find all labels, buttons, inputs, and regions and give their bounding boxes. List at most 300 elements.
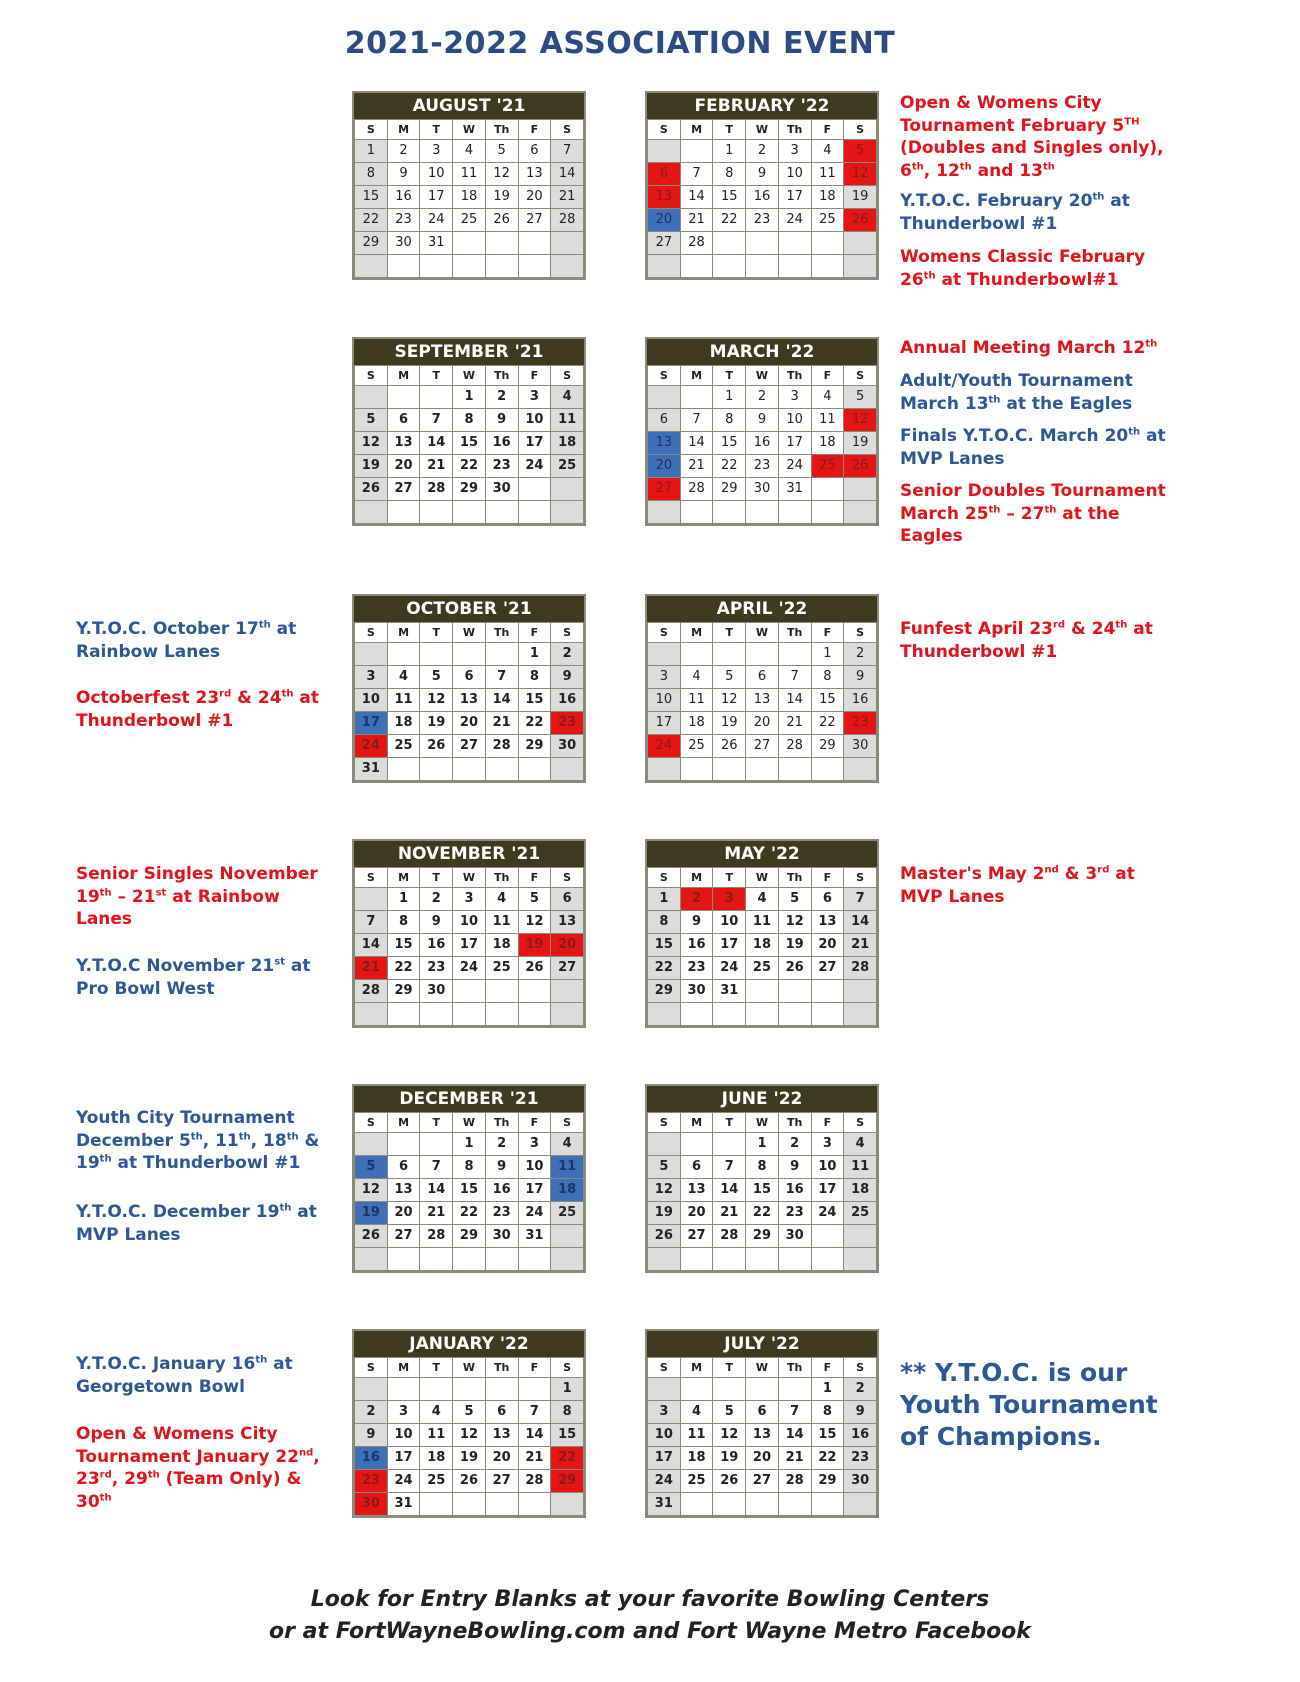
note-line: Y.T.O.C. January 16th at: [76, 1354, 293, 1374]
calendar-day: 8: [518, 666, 551, 689]
calendar-september-21: [352, 337, 586, 526]
calendar-day: 1: [811, 1378, 844, 1401]
calendar-day: 17: [518, 1179, 551, 1202]
calendar-day: 12: [778, 911, 811, 934]
weekday-label: M: [387, 868, 420, 888]
calendar-empty-cell: [680, 758, 713, 781]
calendar-day: 27: [811, 957, 844, 980]
calendar-day: 5: [648, 1156, 681, 1179]
calendar-day: 11: [811, 409, 844, 432]
calendar-empty-cell: [518, 1378, 551, 1401]
calendar-empty-cell: [811, 255, 844, 278]
calendar-day: 13: [453, 689, 486, 712]
calendar-day: 8: [453, 1156, 486, 1179]
calendar-empty-cell: [453, 758, 486, 781]
calendar-day: 6: [551, 888, 584, 911]
calendar-day: 17: [387, 1447, 420, 1470]
calendar-day: 11: [453, 163, 486, 186]
calendar-day: 17: [648, 712, 681, 735]
calendar-day: 26: [485, 209, 518, 232]
note-ytoc-oct: [76, 618, 296, 663]
calendar-day: 25: [420, 1470, 453, 1493]
calendar-empty-cell: [746, 501, 779, 524]
calendar-day: 24: [648, 735, 681, 758]
calendar-empty-cell: [387, 1378, 420, 1401]
note-line: Annual Meeting March 12th: [900, 338, 1158, 358]
weekday-label: M: [680, 1113, 713, 1133]
calendar-day: 22: [811, 1447, 844, 1470]
calendar-day: 8: [648, 911, 681, 934]
calendar-day: 18: [844, 1179, 877, 1202]
calendar-day: 7: [420, 1156, 453, 1179]
note-line: Senior Doubles Tournament: [900, 481, 1166, 501]
calendar-empty-cell: [387, 1248, 420, 1271]
calendar-day: 26: [355, 478, 388, 501]
calendar-may-22: [645, 839, 879, 1028]
weekday-label: T: [713, 623, 746, 643]
footer-line-1: Look for Entry Blanks at your favorite Bowling Centers: [310, 1587, 990, 1612]
calendar-empty-cell: [551, 1003, 584, 1026]
calendar-empty-cell: [648, 501, 681, 524]
calendar-day: 1: [453, 1133, 486, 1156]
calendar-empty-cell: [844, 1225, 877, 1248]
calendar-empty-cell: [811, 1493, 844, 1516]
calendar-day: 9: [387, 163, 420, 186]
calendar-day: 15: [713, 432, 746, 455]
weekday-label: W: [453, 1113, 486, 1133]
calendar-day: 28: [485, 735, 518, 758]
calendar-day: 4: [453, 140, 486, 163]
weekday-label: Th: [778, 623, 811, 643]
calendar-day: 6: [648, 163, 681, 186]
calendar-day: 25: [746, 957, 779, 980]
footer-line-2: or at FortWayneBowling.com and Fort Wayne Metro Facebook: [269, 1619, 1031, 1644]
calendar-empty-cell: [713, 232, 746, 255]
calendar-day: 20: [746, 1447, 779, 1470]
calendar-day: 23: [746, 209, 779, 232]
calendar-day: 7: [778, 1401, 811, 1424]
calendar-day: 2: [680, 888, 713, 911]
calendar-empty-cell: [485, 758, 518, 781]
calendar-empty-cell: [355, 1248, 388, 1271]
calendar-day: 21: [551, 186, 584, 209]
calendar-empty-cell: [387, 1003, 420, 1026]
calendar-empty-cell: [387, 386, 420, 409]
calendar-empty-cell: [551, 1248, 584, 1271]
calendar-day: 27: [746, 1470, 779, 1493]
weekday-label: S: [648, 1358, 681, 1378]
calendar-day: 16: [746, 186, 779, 209]
weekday-label: Th: [485, 623, 518, 643]
note-line: December 5th, 11th, 18th &: [76, 1130, 320, 1151]
calendar-empty-cell: [680, 255, 713, 278]
calendar-february-22: [645, 91, 879, 280]
calendar-month-title: JANUARY '22: [354, 1331, 584, 1357]
weekday-label: S: [844, 1358, 877, 1378]
weekday-label: S: [355, 868, 388, 888]
calendar-day: 16: [485, 432, 518, 455]
calendar-day: 7: [485, 666, 518, 689]
calendar-day: 26: [355, 1225, 388, 1248]
calendar-day: 9: [551, 666, 584, 689]
calendar-day: 21: [355, 957, 388, 980]
calendar-day: 17: [420, 186, 453, 209]
calendar-day: 24: [648, 1470, 681, 1493]
calendar-day: 3: [713, 888, 746, 911]
calendar-empty-cell: [648, 140, 681, 163]
note-line: Pro Bowl West: [76, 978, 215, 999]
calendar-day: 12: [648, 1179, 681, 1202]
calendar-empty-cell: [551, 232, 584, 255]
note-line: Adult/Youth Tournament: [900, 371, 1133, 391]
calendar-day: 23: [778, 1202, 811, 1225]
note-line: Youth Tournament: [900, 1390, 1158, 1419]
calendar-day: 15: [648, 934, 681, 957]
calendar-empty-cell: [844, 478, 877, 501]
calendar-day: 5: [355, 409, 388, 432]
calendar-empty-cell: [453, 1248, 486, 1271]
calendar-day: 19: [713, 1447, 746, 1470]
calendar-day: 10: [778, 409, 811, 432]
weekday-label: F: [811, 120, 844, 140]
calendar-day: 10: [518, 409, 551, 432]
note-annual-meeting: [900, 337, 1157, 360]
calendar-day: 25: [680, 1470, 713, 1493]
weekday-label: W: [453, 868, 486, 888]
weekday-label: M: [680, 623, 713, 643]
calendar-empty-cell: [778, 255, 811, 278]
calendar-empty-cell: [648, 255, 681, 278]
calendar-day: 13: [648, 432, 681, 455]
calendar-day: 21: [680, 209, 713, 232]
calendar-day: 2: [355, 1401, 388, 1424]
calendar-day: 15: [518, 689, 551, 712]
weekday-label: M: [387, 1358, 420, 1378]
calendar-empty-cell: [355, 501, 388, 524]
calendar-empty-cell: [387, 758, 420, 781]
weekday-label: T: [713, 120, 746, 140]
note-line: Thunderbowl #1: [900, 213, 1058, 234]
calendar-day: 30: [551, 735, 584, 758]
calendar-day: 30: [844, 735, 877, 758]
weekday-label: F: [811, 1113, 844, 1133]
weekday-label: T: [713, 868, 746, 888]
calendar-empty-cell: [518, 478, 551, 501]
note-line: Open & Womens City: [76, 1424, 278, 1444]
calendar-day: 27: [648, 232, 681, 255]
calendar-day: 9: [778, 1156, 811, 1179]
calendar-day: 14: [680, 432, 713, 455]
calendar-day: 5: [713, 666, 746, 689]
weekday-label: Th: [485, 120, 518, 140]
calendar-day: 20: [648, 209, 681, 232]
calendar-day: 24: [778, 455, 811, 478]
calendar-empty-cell: [355, 888, 388, 911]
calendar-day: 8: [746, 1156, 779, 1179]
calendar-day: 14: [844, 911, 877, 934]
calendar-day: 5: [355, 1156, 388, 1179]
calendar-day: 27: [648, 478, 681, 501]
calendar-day: 19: [420, 712, 453, 735]
calendar-empty-cell: [746, 1378, 779, 1401]
calendar-day: 20: [453, 712, 486, 735]
calendar-day: 29: [355, 232, 388, 255]
calendar-day: 10: [420, 163, 453, 186]
calendar-day: 26: [844, 455, 877, 478]
calendar-empty-cell: [453, 643, 486, 666]
note-line: MVP Lanes: [76, 1224, 181, 1245]
calendar-day: 7: [355, 911, 388, 934]
weekday-label: S: [551, 868, 584, 888]
calendar-day: 13: [811, 911, 844, 934]
weekday-label: W: [453, 623, 486, 643]
calendar-day: 23: [746, 455, 779, 478]
calendar-day: 31: [778, 478, 811, 501]
calendar-empty-cell: [680, 140, 713, 163]
calendar-day: 11: [680, 1424, 713, 1447]
weekday-label: F: [518, 1113, 551, 1133]
page-title: 2021-2022 ASSOCIATION EVENT: [344, 26, 896, 61]
calendar-empty-cell: [453, 255, 486, 278]
calendar-day: 11: [811, 163, 844, 186]
calendar-day: 27: [387, 478, 420, 501]
calendar-day: 5: [453, 1401, 486, 1424]
calendar-empty-cell: [778, 1003, 811, 1026]
calendar-month-title: FEBRUARY '22: [647, 93, 877, 119]
calendar-day: 15: [551, 1424, 584, 1447]
calendar-day: 7: [420, 409, 453, 432]
weekday-label: S: [551, 120, 584, 140]
calendar-day: 22: [713, 455, 746, 478]
weekday-label: S: [355, 1358, 388, 1378]
calendar-day: 7: [844, 888, 877, 911]
calendar-day: 6: [811, 888, 844, 911]
calendar-day: 28: [844, 957, 877, 980]
calendar-day: 22: [387, 957, 420, 980]
calendar-empty-cell: [844, 1003, 877, 1026]
note-open-womens-city-feb: [900, 92, 1164, 182]
calendar-empty-cell: [420, 643, 453, 666]
calendar-day: 3: [811, 1133, 844, 1156]
calendar-empty-cell: [713, 643, 746, 666]
calendar-day: 21: [420, 1202, 453, 1225]
calendar-day: 30: [485, 478, 518, 501]
calendar-empty-cell: [844, 980, 877, 1003]
calendar-day: 28: [680, 478, 713, 501]
note-ytoc-definition: [900, 1357, 1158, 1453]
calendar-empty-cell: [551, 255, 584, 278]
weekday-label: W: [746, 868, 779, 888]
weekday-label: F: [518, 868, 551, 888]
calendar-day: 25: [387, 735, 420, 758]
calendar-day: 23: [680, 957, 713, 980]
calendar-day: 20: [811, 934, 844, 957]
note-octoberfest: [76, 687, 319, 732]
calendar-day: 2: [485, 1133, 518, 1156]
calendar-day: 4: [420, 1401, 453, 1424]
calendar-day: 19: [713, 712, 746, 735]
calendar-day: 26: [453, 1470, 486, 1493]
note-funfest: [900, 618, 1153, 663]
calendar-empty-cell: [844, 1493, 877, 1516]
calendar-month-title: SEPTEMBER '21: [354, 339, 584, 365]
calendar-day: 19: [485, 186, 518, 209]
calendar-empty-cell: [746, 255, 779, 278]
calendar-day: 26: [713, 735, 746, 758]
calendar-day: 10: [778, 163, 811, 186]
calendar-empty-cell: [420, 501, 453, 524]
calendar-december-21: [352, 1084, 586, 1273]
calendar-day: 11: [551, 409, 584, 432]
weekday-label: T: [713, 366, 746, 386]
calendar-day: 31: [648, 1493, 681, 1516]
calendar-empty-cell: [811, 758, 844, 781]
calendar-day: 19: [355, 455, 388, 478]
calendar-day: 24: [355, 735, 388, 758]
calendar-day: 3: [453, 888, 486, 911]
weekday-label: M: [680, 366, 713, 386]
calendar-empty-cell: [518, 758, 551, 781]
calendar-day: 18: [420, 1447, 453, 1470]
calendar-day: 5: [844, 386, 877, 409]
weekday-label: T: [420, 623, 453, 643]
calendar-day: 19: [844, 432, 877, 455]
calendar-empty-cell: [746, 1003, 779, 1026]
calendar-day: 3: [648, 666, 681, 689]
calendar-empty-cell: [844, 758, 877, 781]
calendar-day: 22: [518, 712, 551, 735]
calendar-empty-cell: [648, 1133, 681, 1156]
calendar-empty-cell: [551, 758, 584, 781]
note-line: MVP Lanes: [900, 448, 1005, 469]
note-line: Y.T.O.C November 21st at: [76, 956, 311, 976]
calendar-day: 29: [811, 735, 844, 758]
weekday-label: S: [648, 120, 681, 140]
calendar-day: 14: [713, 1179, 746, 1202]
calendar-day: 24: [518, 1202, 551, 1225]
calendar-day: 19: [355, 1202, 388, 1225]
note-line: Eagles: [900, 526, 963, 546]
weekday-label: Th: [778, 1358, 811, 1378]
calendar-day: 1: [648, 888, 681, 911]
weekday-label: Th: [485, 1358, 518, 1378]
weekday-label: Th: [778, 1113, 811, 1133]
calendar-april-22: [645, 594, 879, 783]
calendar-empty-cell: [648, 758, 681, 781]
calendar-empty-cell: [680, 1378, 713, 1401]
calendar-empty-cell: [746, 1248, 779, 1271]
calendar-day: 2: [746, 386, 779, 409]
note-senior-singles: [76, 863, 318, 931]
calendar-day: 12: [713, 689, 746, 712]
calendar-day: 30: [778, 1225, 811, 1248]
weekday-label: S: [844, 120, 877, 140]
calendar-june-22: [645, 1084, 879, 1273]
calendar-day: 11: [680, 689, 713, 712]
calendar-day: 17: [713, 934, 746, 957]
calendar-day: 30: [387, 232, 420, 255]
calendar-day: 13: [680, 1179, 713, 1202]
calendar-day: 6: [680, 1156, 713, 1179]
calendar-day: 29: [453, 1225, 486, 1248]
calendar-day: 31: [713, 980, 746, 1003]
calendar-day: 28: [420, 1225, 453, 1248]
calendar-day: 3: [778, 140, 811, 163]
calendar-day: 11: [746, 911, 779, 934]
calendar-day: 13: [746, 1424, 779, 1447]
calendar-day: 3: [355, 666, 388, 689]
calendar-empty-cell: [420, 1493, 453, 1516]
note-masters-may: [900, 863, 1135, 908]
weekday-label: S: [648, 868, 681, 888]
calendar-day: 23: [844, 1447, 877, 1470]
calendar-empty-cell: [518, 1003, 551, 1026]
calendar-day: 2: [387, 140, 420, 163]
calendar-day: 16: [387, 186, 420, 209]
calendar-empty-cell: [453, 980, 486, 1003]
calendar-empty-cell: [680, 1003, 713, 1026]
note-line: 23rd, 29th (Team Only) &: [76, 1469, 302, 1489]
weekday-label: M: [387, 120, 420, 140]
calendar-empty-cell: [485, 643, 518, 666]
calendar-day: 3: [778, 386, 811, 409]
calendar-empty-cell: [485, 1493, 518, 1516]
calendar-day: 24: [420, 209, 453, 232]
note-ytoc-dec: [76, 1201, 317, 1246]
calendar-day: 27: [453, 735, 486, 758]
calendar-day: 20: [518, 186, 551, 209]
calendar-empty-cell: [355, 1378, 388, 1401]
calendar-day: 8: [713, 409, 746, 432]
calendar-day: 4: [551, 1133, 584, 1156]
calendar-empty-cell: [485, 501, 518, 524]
calendar-day: 23: [485, 455, 518, 478]
calendar-day: 18: [387, 712, 420, 735]
calendar-day: 21: [485, 712, 518, 735]
calendar-day: 15: [355, 186, 388, 209]
note-line: Octoberfest 23rd & 24th at: [76, 688, 320, 708]
calendar-day: 20: [551, 934, 584, 957]
calendar-empty-cell: [680, 501, 713, 524]
calendar-day: 12: [355, 432, 388, 455]
calendar-day: 6: [746, 666, 779, 689]
calendar-empty-cell: [713, 1378, 746, 1401]
calendar-month-title: DECEMBER '21: [354, 1086, 584, 1112]
calendar-day: 8: [811, 666, 844, 689]
calendar-day: 29: [453, 478, 486, 501]
calendar-day: 29: [648, 980, 681, 1003]
note-line: Senior Singles November: [76, 864, 318, 884]
calendar-day: 2: [746, 140, 779, 163]
calendar-day: 24: [778, 209, 811, 232]
calendar-day: 12: [453, 1424, 486, 1447]
calendar-day: 12: [420, 689, 453, 712]
calendar-day: 10: [648, 1424, 681, 1447]
note-line: Tournament January 22nd,: [76, 1446, 320, 1467]
calendar-empty-cell: [420, 386, 453, 409]
calendar-day: 4: [551, 386, 584, 409]
calendar-empty-cell: [648, 1003, 681, 1026]
calendar-day: 9: [355, 1424, 388, 1447]
weekday-label: W: [453, 366, 486, 386]
calendar-day: 6: [518, 140, 551, 163]
calendar-day: 26: [778, 957, 811, 980]
calendar-day: 16: [420, 934, 453, 957]
calendar-day: 5: [844, 140, 877, 163]
calendar-july-22: [645, 1329, 879, 1518]
calendar-day: 10: [518, 1156, 551, 1179]
calendar-day: 20: [485, 1447, 518, 1470]
